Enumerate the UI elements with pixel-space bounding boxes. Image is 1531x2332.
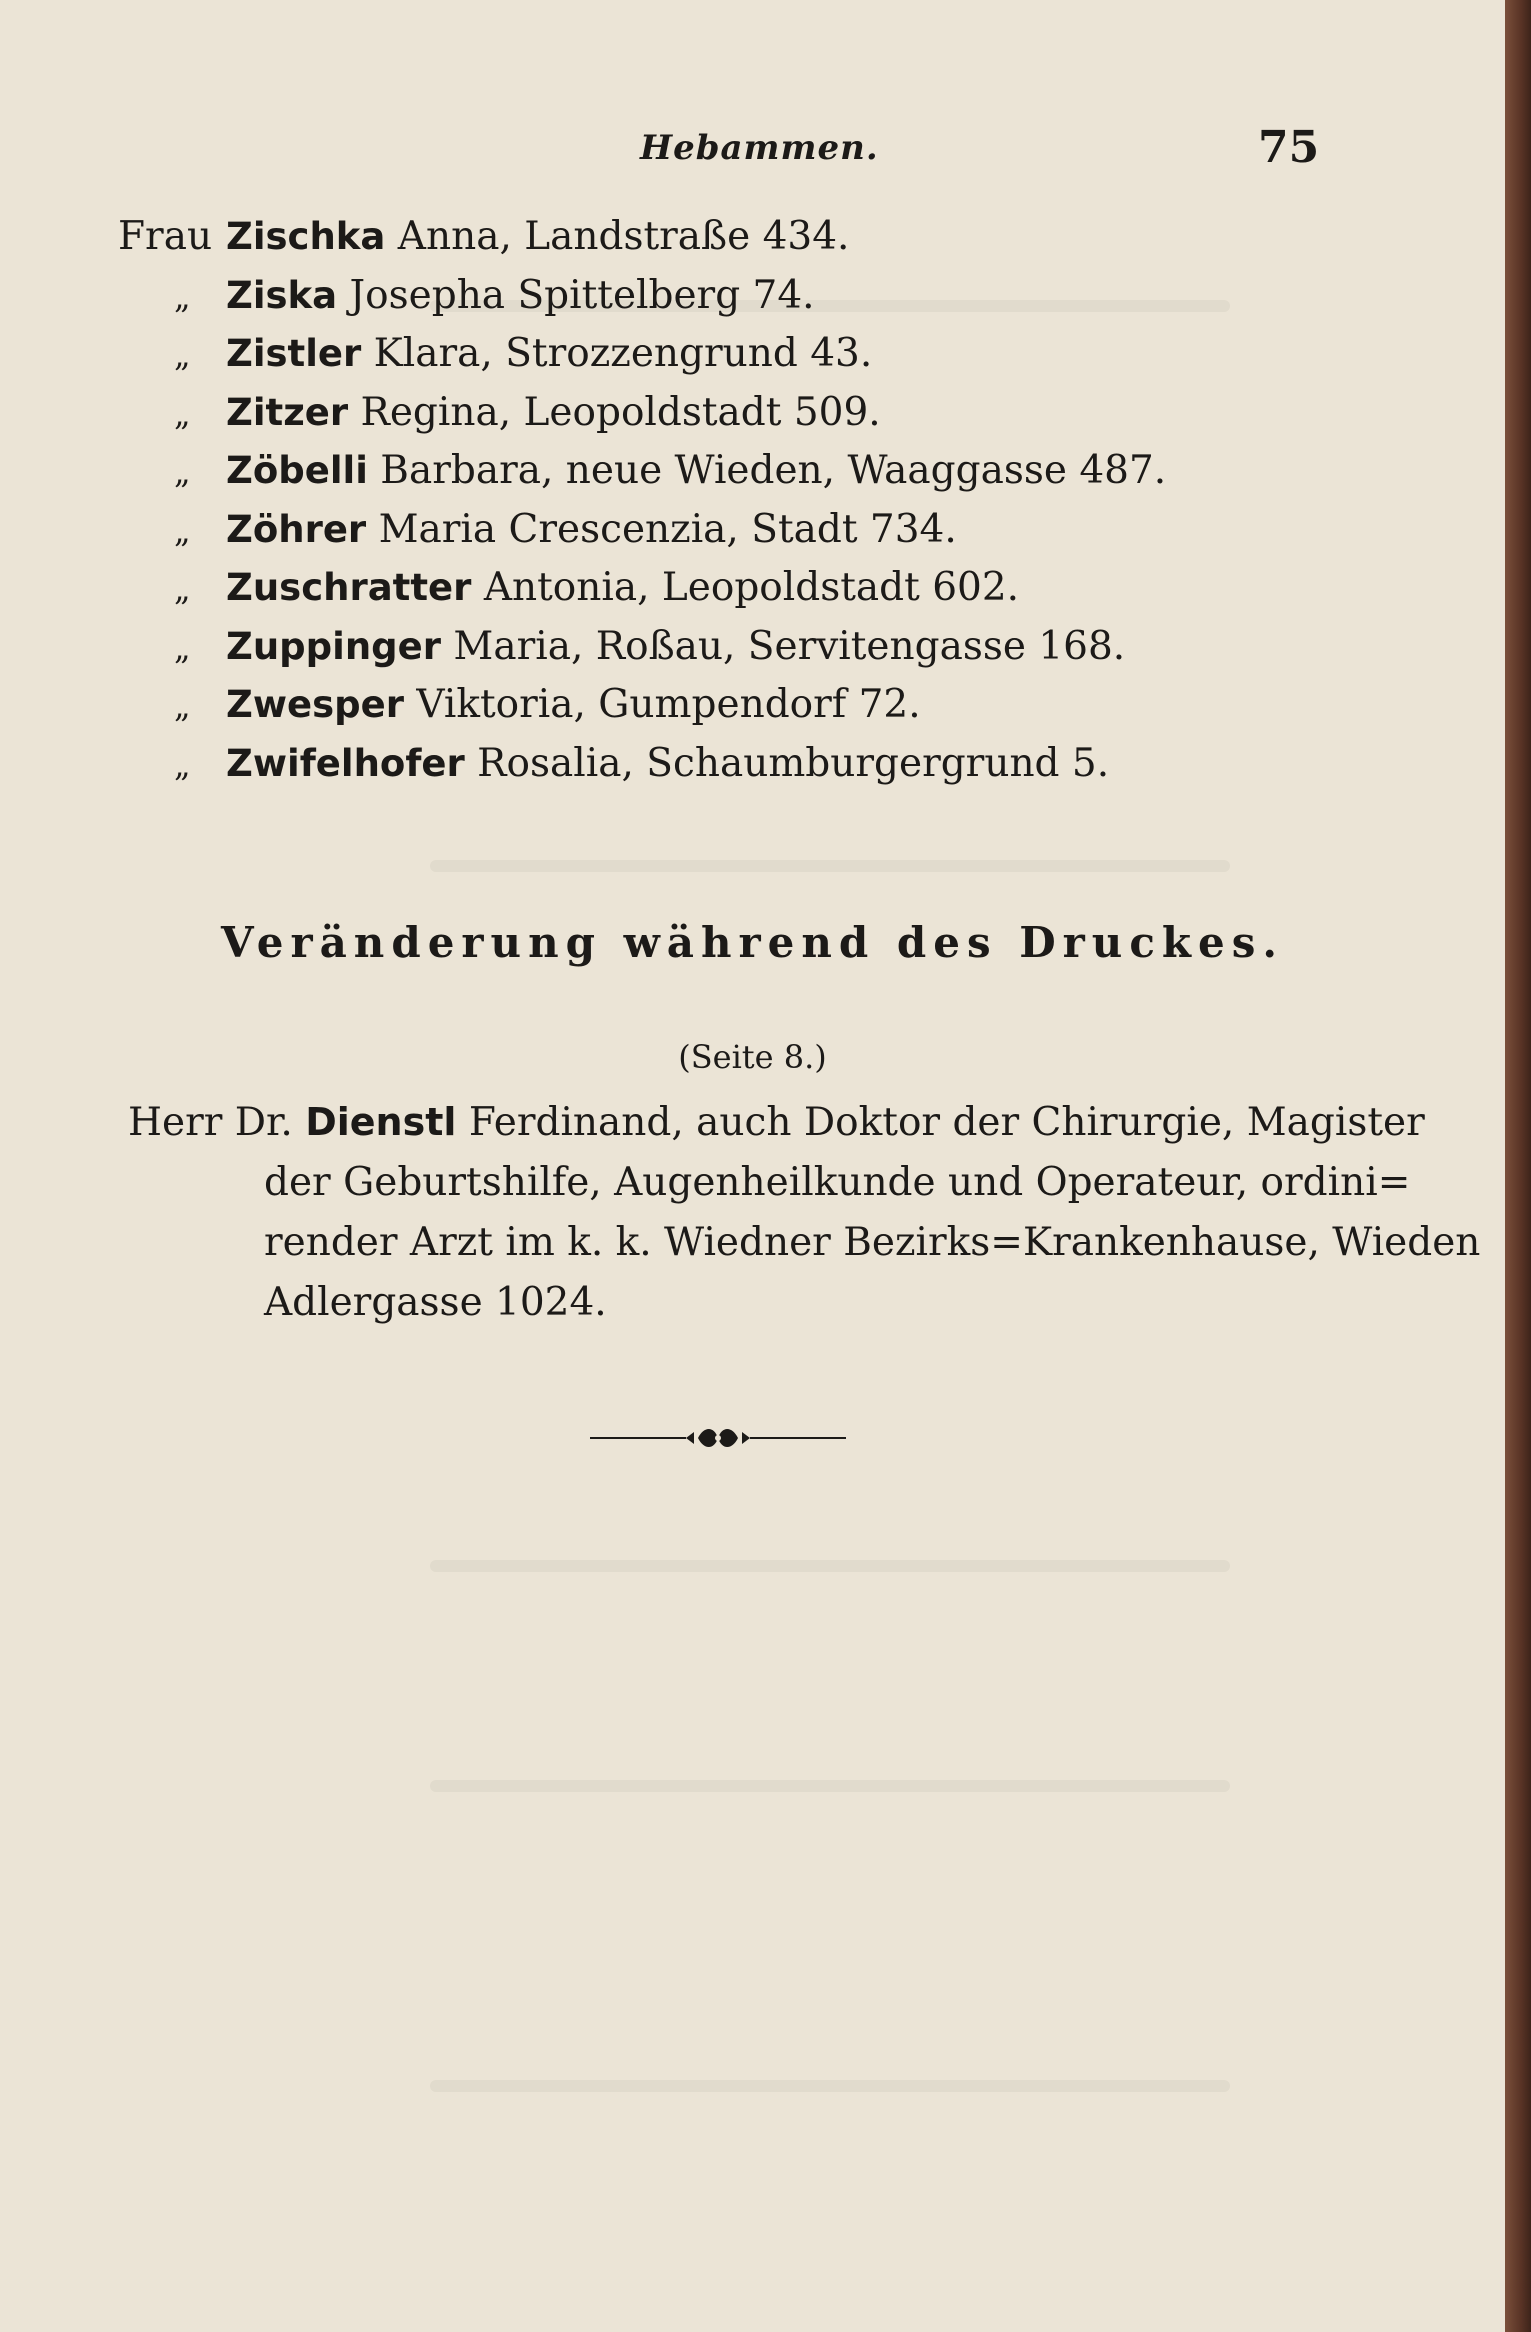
note-line: render Arzt im k. k. Wiedner Bezirks=Krankenhause, Wieden bbox=[264, 1220, 1481, 1265]
ditto-mark: „ bbox=[174, 628, 191, 667]
page-number: 75 bbox=[1258, 122, 1320, 173]
list-item bbox=[118, 676, 1318, 735]
entry-surname: Zistler bbox=[226, 332, 362, 375]
show-through-mark bbox=[430, 1560, 1230, 1572]
show-through-mark bbox=[430, 2080, 1230, 2092]
fleuron-divider-icon bbox=[590, 1420, 846, 1456]
entry-details: Josepha Spittelberg 74. bbox=[349, 272, 815, 318]
ditto-mark: „ bbox=[174, 687, 191, 725]
entry-details: Klara, Strozzengrund 43. bbox=[373, 331, 873, 376]
list-item bbox=[118, 618, 1318, 677]
ditto-mark: „ bbox=[174, 336, 191, 374]
entry-surname: Zöhrer bbox=[226, 507, 367, 551]
entry-surname: Zuppinger bbox=[226, 624, 441, 668]
entry-details: Maria, Roßau, Servitengasse 168. bbox=[453, 623, 1126, 669]
list-item bbox=[118, 208, 1318, 267]
note-details: Ferdinand, auch Doktor der Chirurgie, Magister bbox=[468, 1100, 1425, 1145]
note-line bbox=[128, 1092, 1425, 1153]
running-header: Hebammen. bbox=[640, 128, 879, 168]
entry-title: Frau bbox=[118, 214, 213, 259]
list-item bbox=[118, 384, 1318, 443]
note-surname: Dienstl bbox=[305, 1100, 457, 1144]
correction-note bbox=[128, 1092, 1481, 1333]
section-heading: Veränderung während des Druckes. bbox=[221, 918, 1284, 967]
list-item bbox=[118, 501, 1318, 560]
entry-details: Regina, Leopoldstadt 509. bbox=[360, 389, 881, 435]
list-item bbox=[118, 325, 1318, 384]
entry-surname: Ziska bbox=[226, 273, 338, 317]
entry-surname: Zwesper bbox=[226, 683, 404, 726]
book-spine-edge bbox=[1505, 0, 1531, 2332]
ditto-mark: „ bbox=[174, 511, 191, 550]
show-through-mark bbox=[430, 860, 1230, 872]
midwife-list bbox=[118, 208, 1318, 793]
ditto-mark: „ bbox=[174, 745, 191, 784]
ditto-mark: „ bbox=[174, 570, 191, 608]
entry-details: Barbara, neue Wieden, Waaggasse 487. bbox=[380, 448, 1167, 493]
show-through-mark bbox=[430, 1780, 1230, 1792]
section-subheading: (Seite 8.) bbox=[678, 1038, 827, 1076]
list-item bbox=[118, 267, 1318, 326]
entry-details: Maria Crescenzia, Stadt 734. bbox=[378, 506, 957, 552]
entry-details: Anna, Landstraße 434. bbox=[397, 214, 850, 259]
note-title: Herr Dr. bbox=[128, 1100, 293, 1145]
ditto-mark: „ bbox=[174, 394, 191, 433]
entry-surname: Zuschratter bbox=[226, 566, 472, 609]
entry-details: Rosalia, Schaumburgergrund 5. bbox=[477, 740, 1110, 786]
note-line: Adlergasse 1024. bbox=[264, 1280, 607, 1325]
entry-surname: Zöbelli bbox=[226, 449, 368, 492]
ditto-mark: „ bbox=[174, 277, 191, 316]
list-item bbox=[118, 735, 1318, 794]
list-item bbox=[118, 442, 1318, 501]
entry-details: Antonia, Leopoldstadt 602. bbox=[483, 565, 1020, 610]
note-line: der Geburtshilfe, Augenheilkunde und Operateur, ordini= bbox=[264, 1160, 1411, 1205]
list-item bbox=[118, 559, 1318, 618]
entry-surname: Zwifelhofer bbox=[226, 741, 465, 785]
ditto-mark: „ bbox=[174, 453, 191, 491]
entry-surname: Zitzer bbox=[226, 390, 349, 434]
entry-details: Viktoria, Gumpendorf 72. bbox=[416, 682, 921, 727]
entry-surname: Zischka bbox=[226, 215, 386, 258]
